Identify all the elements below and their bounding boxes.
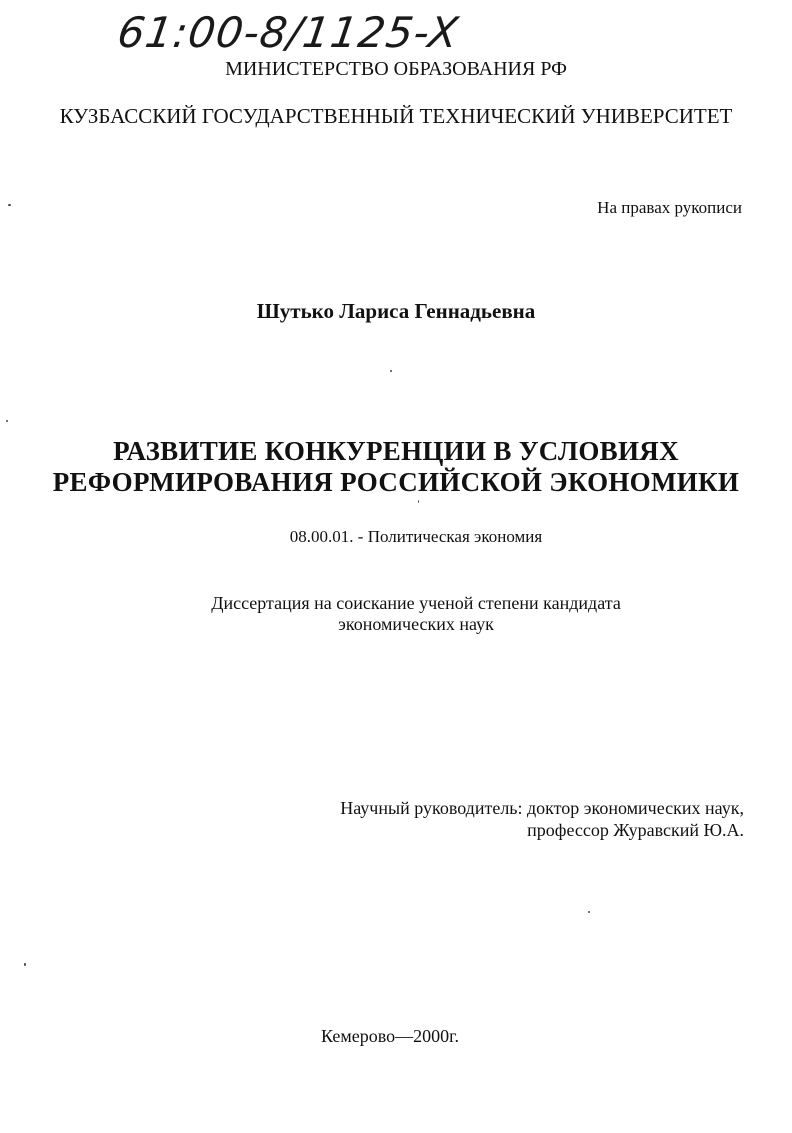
scan-speck — [8, 204, 11, 206]
city-year: Кемерово—2000г. — [321, 1026, 459, 1046]
scan-speck — [6, 420, 8, 422]
advisor-line-1: Научный руководитель: доктор экономических наук, — [340, 798, 744, 818]
specialty-code: 08.00.01. - Политическая экономия — [289, 527, 543, 546]
dissertation-degree-line-2: экономических наук — [338, 614, 494, 634]
university-name: КУЗБАССКИЙ ГОСУДАРСТВЕННЫЙ ТЕХНИЧЕСКИЙ УНИВЕРСИТЕТ — [59, 104, 733, 128]
title-line-2: РЕФОРМИРОВАНИЯ РОССИЙСКОЙ ЭКОНОМИКИ — [52, 467, 740, 497]
scan-speck — [418, 500, 419, 503]
manuscript-rights-note: На правах рукописи — [597, 198, 742, 217]
dissertation-degree-line-1: Диссертация на соискание ученой степени кандидата — [211, 593, 621, 613]
ministry-header: МИНИСТЕРСТВО ОБРАЗОВАНИЯ РФ — [225, 58, 567, 80]
scan-speck — [24, 963, 26, 966]
author-name: Шутько Лариса Геннадьевна — [256, 299, 536, 323]
scan-speck — [390, 370, 392, 372]
title-line-1: РАЗВИТИЕ КОНКУРЕНЦИИ В УСЛОВИЯХ — [113, 436, 679, 466]
handwritten-archive-code: 61:00-8/1125-X — [114, 8, 462, 57]
scan-speck — [588, 911, 590, 913]
advisor-line-2: профессор Журавский Ю.А. — [527, 820, 744, 840]
